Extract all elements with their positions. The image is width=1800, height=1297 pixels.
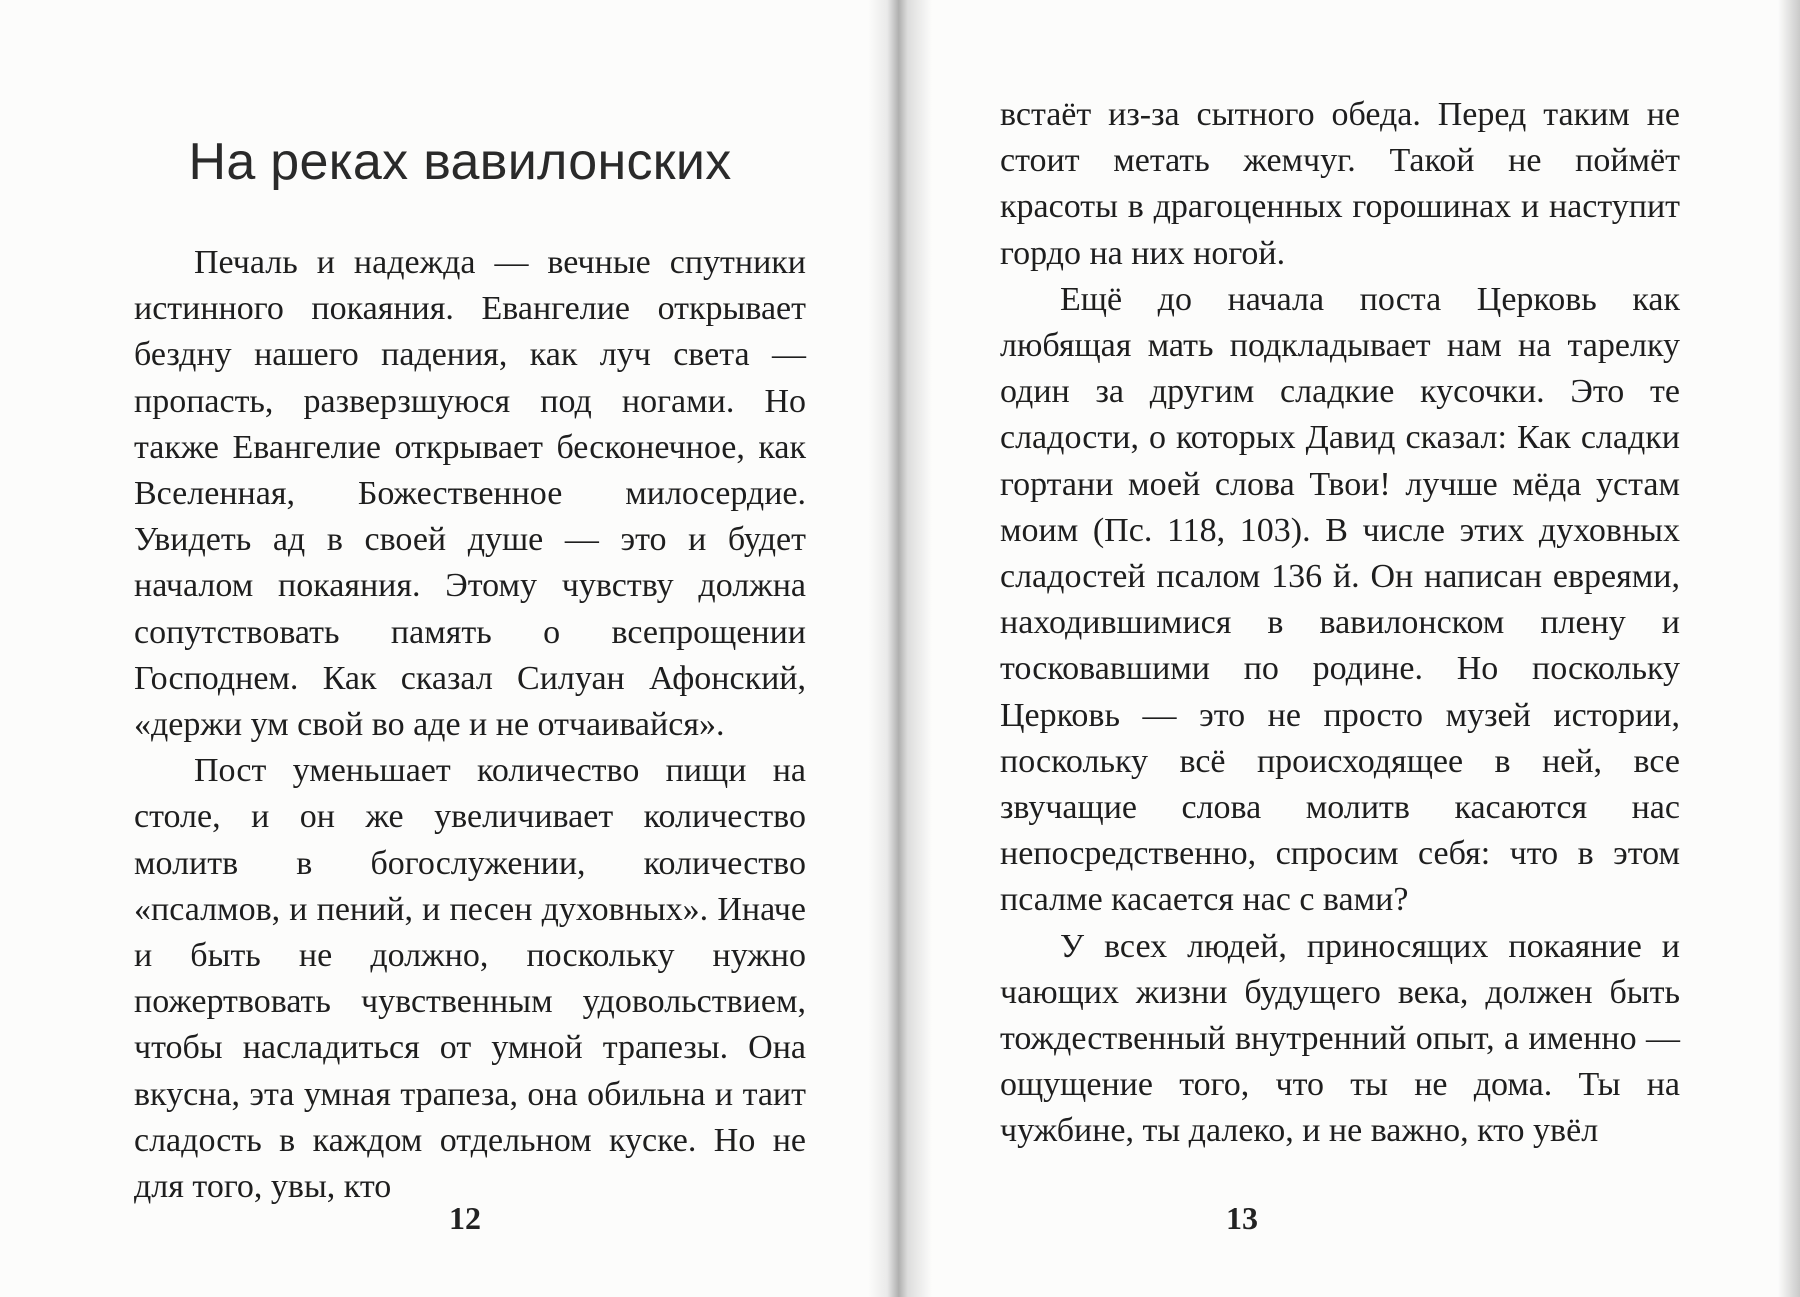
page-number: 12 xyxy=(449,1200,481,1236)
page-edge-shadow xyxy=(1778,0,1800,1297)
paragraph: У всех людей, приносящих покаяние и чающих жизни будущего века, должен быть тождественный внутренний опыт, а именно — ощущение того, что ты не дома. Ты на чужбине, ты далеко, и не важно, кто увёл xyxy=(1000,927,1680,1150)
right-page xyxy=(900,0,1800,1297)
page-number: 13 xyxy=(1226,1200,1258,1236)
left-text-column xyxy=(134,240,806,1210)
book-gutter-shadow xyxy=(868,0,932,1297)
paragraph: Ещё до начала поста Церковь как любящая мать подкладывает нам на тарелку один за другим сладкие кусочки. Это те сладости, о которых Давид сказал: Как сладки гортани моей слова Твои! лучше мёда устам моим (Пс. 118, 103). В числе этих духовных сладостей псалом 136 й. Он написан евреями, находившимися в вавилонском плену и тосковавшими по родине. Но поскольку Церковь — это не просто музей истории, поскольку всё происходящее в ней, все звучащие слова молитв касаются нас непосредственно, спросим себя: что в этом псалме касается нас с вами? xyxy=(1000,280,1680,919)
paragraph: Пост уменьшает количество пищи на столе, и он же увеличивает количество молитв в богослужении, количество «псалмов, и пений, и песен духовных». Иначе и быть не должно, поскольку нужно пожертвовать чувственным удовольствием, чтобы насладиться от умной трапезы. Она вкусна, эта умная трапеза, она обильна и таит сладость в каждом отдельном куске. Но не для того, увы, кто xyxy=(134,752,806,1206)
paragraph: встаёт из-за сытного обеда. Перед таким не стоит метать жемчуг. Такой не поймёт красоты в драгоценных горошинах и наступит гордо на них ногой. xyxy=(1000,96,1680,272)
right-text-column xyxy=(1000,92,1680,1155)
paragraph: Печаль и надежда — вечные спутники истинного покаяния. Евангелие открывает бездну нашего падения, как луч света — пропасть, разверзшуюся под ногами. Но также Евангелие открывает бесконечное, как Вселенная, Божественное милосердие. Увидеть ад в своей душе — это и будет началом покаяния. Этому чувству должна сопутствовать память о всепрощении Господнем. Как сказал Силуан Афонский, «держи ум свой во аде и не отчаивайся». xyxy=(134,244,806,744)
chapter-title: На реках вавилонских xyxy=(188,133,732,191)
